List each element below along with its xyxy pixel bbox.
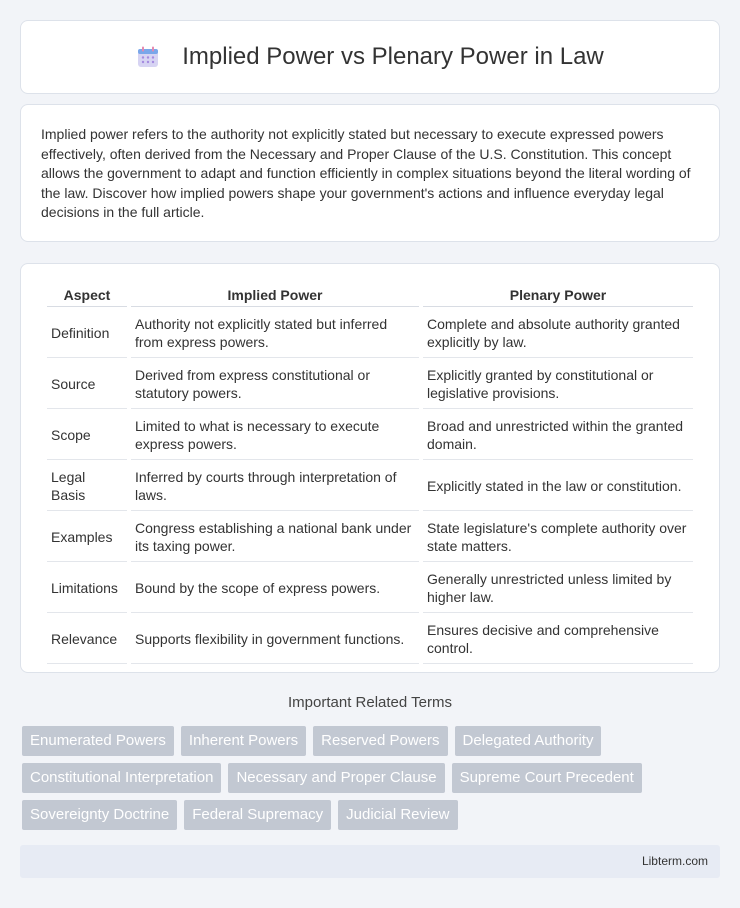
footer-site-link[interactable]: Libterm.com (641, 854, 708, 868)
header-aspect: Aspect (47, 284, 127, 307)
row-plenary: Ensures decisive and comprehensive control. (423, 613, 693, 664)
row-implied: Inferred by courts through interpretation of laws. (131, 460, 419, 511)
row-implied: Limited to what is necessary to execute express powers. (131, 409, 419, 460)
row-aspect: Source (47, 358, 127, 409)
row-aspect: Relevance (47, 613, 127, 664)
tag-judicial-review[interactable]: Judicial Review (338, 800, 457, 830)
row-aspect: Examples (47, 511, 127, 562)
tag-supreme-court-precedent[interactable]: Supreme Court Precedent (452, 763, 642, 793)
table-header-row (47, 284, 693, 307)
row-implied: Supports flexibility in government functions. (131, 613, 419, 664)
comparison-table (43, 284, 697, 664)
table-row (47, 307, 693, 358)
intro-text: Implied power refers to the authority not explicitly stated but necessary to execute expressed powers effectively, often derived from the Necessary and Proper Clause of the U.S. Constitution. This concept allows the government to adapt and function efficiently in complex situations beyond the literal wording of the law. Discover how implied powers shape your government's actions and influence everyday legal decisions in the full article. (41, 126, 691, 220)
tag-constitutional-interpretation[interactable]: Constitutional Interpretation (22, 763, 221, 793)
row-implied: Authority not explicitly stated but inferred from express powers. (131, 307, 419, 358)
row-plenary: Broad and unrestricted within the granted domain. (423, 409, 693, 460)
footer (20, 845, 720, 878)
calendar-icon (136, 45, 160, 69)
row-plenary: Complete and absolute authority granted explicitly by law. (423, 307, 693, 358)
table-row (47, 358, 693, 409)
table-row (47, 460, 693, 511)
related-terms-tags (22, 726, 702, 837)
table-row (47, 511, 693, 562)
header-implied-power: Implied Power (131, 284, 419, 307)
row-plenary: Explicitly stated in the law or constitution. (423, 460, 693, 511)
tag-federal-supremacy[interactable]: Federal Supremacy (184, 800, 331, 830)
page-title: Implied Power vs Plenary Power in Law (182, 43, 604, 70)
table-row (47, 562, 693, 613)
tag-inherent-powers[interactable]: Inherent Powers (181, 726, 306, 756)
row-implied: Derived from express constitutional or statutory powers. (131, 358, 419, 409)
row-plenary: State legislature's complete authority over state matters. (423, 511, 693, 562)
intro-card (20, 104, 720, 242)
comparison-table-card (20, 263, 720, 673)
row-aspect: Limitations (47, 562, 127, 613)
header-plenary-power: Plenary Power (423, 284, 693, 307)
row-aspect: Definition (47, 307, 127, 358)
tag-reserved-powers[interactable]: Reserved Powers (313, 726, 447, 756)
tag-row (22, 763, 702, 793)
tag-enumerated-powers[interactable]: Enumerated Powers (22, 726, 174, 756)
row-plenary: Explicitly granted by constitutional or legislative provisions. (423, 358, 693, 409)
row-aspect: Legal Basis (47, 460, 127, 511)
title-card (20, 20, 720, 94)
row-aspect: Scope (47, 409, 127, 460)
row-implied: Congress establishing a national bank under its taxing power. (131, 511, 419, 562)
row-implied: Bound by the scope of express powers. (131, 562, 419, 613)
tag-necessary-and-proper-clause[interactable]: Necessary and Proper Clause (228, 763, 444, 793)
table-row (47, 409, 693, 460)
tag-row (22, 800, 702, 830)
tag-sovereignty-doctrine[interactable]: Sovereignty Doctrine (22, 800, 177, 830)
tag-delegated-authority[interactable]: Delegated Authority (455, 726, 602, 756)
tag-row (22, 726, 702, 756)
row-plenary: Generally unrestricted unless limited by higher law. (423, 562, 693, 613)
table-row (47, 613, 693, 664)
related-terms-title: Important Related Terms (288, 694, 452, 711)
